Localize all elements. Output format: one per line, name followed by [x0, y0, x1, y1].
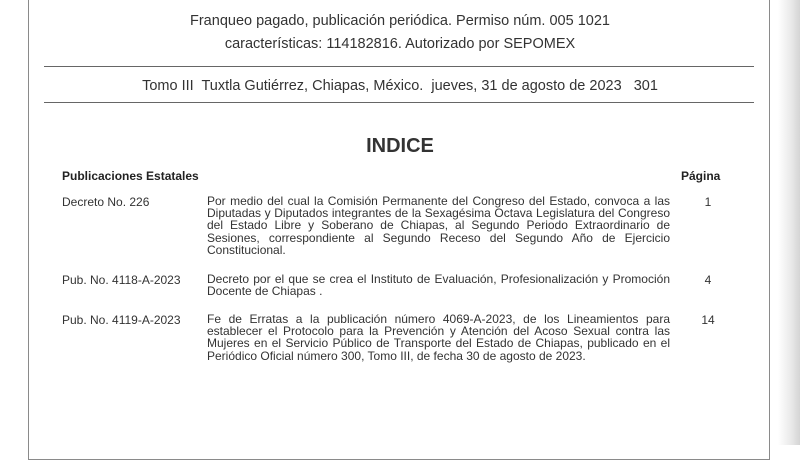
entry-description: Fe de Erratas a la publicación número 4069-A-2023, de los Lineamientos para establecer el Protocolo para la Prevención y Atención del Acoso Sexual contra las Mujeres en el Servicio Público de Transporte del Estado de Chiapas, publicado en el Periódico Oficial número 300, Tomo III, de fecha 30 de agosto de 2023. — [207, 312, 670, 363]
entry-page: 4 — [704, 273, 712, 287]
entry-description: Decreto por el que se crea el Instituto de Evaluación, Profesionalización y Promoción Docente de Chiapas . — [207, 272, 670, 299]
franqueo-line-2: características: 114182816. Autorizado por SEPOMEX — [224, 36, 576, 52]
header-rule-top — [44, 66, 754, 67]
entry-id: Decreto No. 226 — [62, 195, 150, 209]
section-label: Publicaciones Estatales — [62, 169, 199, 183]
entry-description: Por medio del cual la Comisión Permanente del Congreso del Estado, convoca a las Diputadas y Diputados integrantes de la Sexagésima Octava Legislatura del Congreso del Estado Libre y Soberano de Chiapas, al Segundo Periodo Extraordinario de Sesiones, correspondiente al Segundo Receso del Segundo Año de Ejercicio Constitucional. — [207, 194, 670, 257]
index-title: INDICE — [366, 135, 434, 157]
entry-page: 1 — [704, 195, 712, 209]
entry-id: Pub. No. 4118-A-2023 — [62, 273, 181, 287]
franqueo-line-1: Franqueo pagado, publicación periódica. Permiso núm. 005 1021 — [190, 13, 610, 29]
tomo-line: Tomo III Tuxtla Gutiérrez, Chiapas, México. jueves, 31 de agosto de 2023 301 — [142, 78, 658, 94]
entry-id: Pub. No. 4119-A-2023 — [62, 313, 181, 327]
entry-page: 14 — [701, 313, 715, 327]
page-column-label: Página — [681, 169, 721, 183]
header-rule-bottom — [44, 102, 754, 103]
page-edge-shadow — [778, 0, 800, 445]
